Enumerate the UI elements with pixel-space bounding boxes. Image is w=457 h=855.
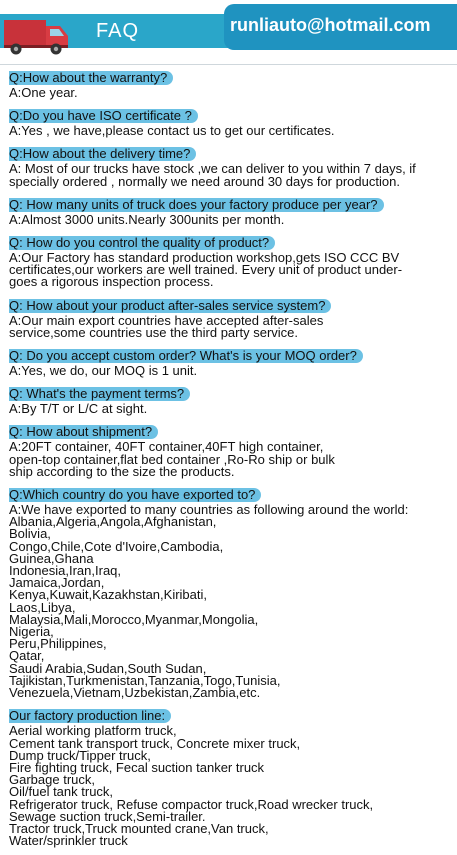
faq-item <box>9 145 449 187</box>
faq-question: Q: Do you accept custom order? What's is your MOQ order? <box>9 349 363 363</box>
production-item: Dump truck/Tipper truck, <box>9 747 151 763</box>
country-line: Venezuela,Vietnam,Uzbekistan,Zambia,etc. <box>9 685 261 701</box>
faq-item <box>9 69 449 99</box>
country-list <box>9 504 449 699</box>
faq-item <box>9 107 449 137</box>
production-list <box>9 725 449 847</box>
header <box>0 0 457 62</box>
faq-item <box>9 234 449 289</box>
production-item: Garbage truck, <box>9 772 95 788</box>
country-line: Peru,Philippines, <box>9 636 107 652</box>
country-line: Congo,Chile,Cote d'Ivoire,Cambodia, <box>9 538 224 554</box>
country-line: Malaysia,Mali,Morocco,Myanmar,Mongolia, <box>9 611 259 627</box>
faq-list <box>9 69 449 855</box>
faq-item <box>9 347 449 377</box>
production-item: Tractor truck,Truck mounted crane,Van truck, <box>9 820 269 836</box>
faq-answer: A:One year. <box>9 85 78 100</box>
production-item: Water/sprinkler truck <box>9 833 128 849</box>
faq-answer: A:By T/T or L/C at sight. <box>9 401 148 417</box>
country-line: A:We have exported to many countries as following around the world: <box>9 502 409 518</box>
production-item: Fire fighting truck, Fecal suction tanker truck <box>9 759 265 775</box>
faq-answer: A:20FT container, 40FT container,40FT high container, open-top container,flat bed container ,Ro-Ro ship or bulk ship according to the size the products. <box>9 439 335 479</box>
production-line <box>9 707 449 847</box>
faq-question: Q: How about your product after-sales service system? <box>9 299 331 313</box>
faq-item <box>9 385 449 415</box>
production-item: Oil/fuel tank truck, <box>9 784 114 800</box>
faq-question: Q: How about shipment? <box>9 425 158 439</box>
faq-answer: A: Most of our trucks have stock ,we can deliver to you within 7 days, if specially ordered , normally we need around 30 days for production. <box>9 161 416 189</box>
faq-question: Q:How about the warranty? <box>9 71 173 85</box>
faq-question: Q:How about the delivery time? <box>9 147 196 161</box>
faq-item <box>9 297 449 339</box>
country-line: Kenya,Kuwait,Kazakhstan,Kiribati, <box>9 587 207 603</box>
country-line: Laos,Libya, <box>9 599 76 615</box>
faq-question: Q: How many units of truck does your factory produce per year? <box>9 198 384 212</box>
faq-question: Q:Which country do you have exported to? <box>9 488 261 502</box>
production-item: Cement tank transport truck, Concrete mixer truck, <box>9 735 301 751</box>
country-line: Indonesia,Iran,Iraq, <box>9 563 122 579</box>
production-heading: Our factory production line: <box>9 709 171 723</box>
country-line: Nigeria, <box>9 624 54 640</box>
production-item: Refrigerator truck, Refuse compactor truck,Road wrecker truck, <box>9 796 374 812</box>
country-line: Albania,Algeria,Angola,Afghanistan, <box>9 514 217 530</box>
faq-answer: A:Yes, we do, our MOQ is 1 unit. <box>9 363 198 379</box>
truck-icon <box>2 16 72 56</box>
faq-item <box>9 423 449 478</box>
faq-answer: A:Yes , we have,please contact us to get our certificates. <box>9 123 335 139</box>
country-line: Jamaica,Jordan, <box>9 575 105 591</box>
country-line: Saudi Arabia,Sudan,South Sudan, <box>9 660 207 676</box>
faq-title: FAQ <box>96 20 140 42</box>
header-divider <box>0 64 457 65</box>
country-line: Tajikistan,Turkmenistan,Tanzania,Togo,Tunisia, <box>9 672 281 688</box>
faq-question: Q:Do you have ISO certificate ? <box>9 109 198 123</box>
faq-answer: A:Almost 3000 units.Nearly 300units per month. <box>9 211 285 227</box>
country-line: Bolivia, <box>9 526 51 542</box>
faq-answer: A:Our main export countries have accepted after-sales service,some countries use the third party service. <box>9 312 324 340</box>
faq-item <box>9 196 449 226</box>
faq-item-countries <box>9 486 449 699</box>
faq-question: Q: What's the payment terms? <box>9 387 190 401</box>
country-line: Qatar, <box>9 648 45 664</box>
production-item: Sewage suction truck,Semi-trailer. <box>9 808 206 824</box>
country-line: Guinea,Ghana <box>9 550 94 566</box>
faq-answer: A:Our Factory has standard production workshop,gets ISO CCC BV certificates,our workers are well trained. Every unit of product under- goes a rigorous inspection process. <box>9 250 403 290</box>
production-item: Aerial working platform truck, <box>9 723 177 739</box>
faq-question: Q: How do you control the quality of product? <box>9 236 275 250</box>
contact-email[interactable]: runliauto@hotmail.com <box>230 15 431 35</box>
